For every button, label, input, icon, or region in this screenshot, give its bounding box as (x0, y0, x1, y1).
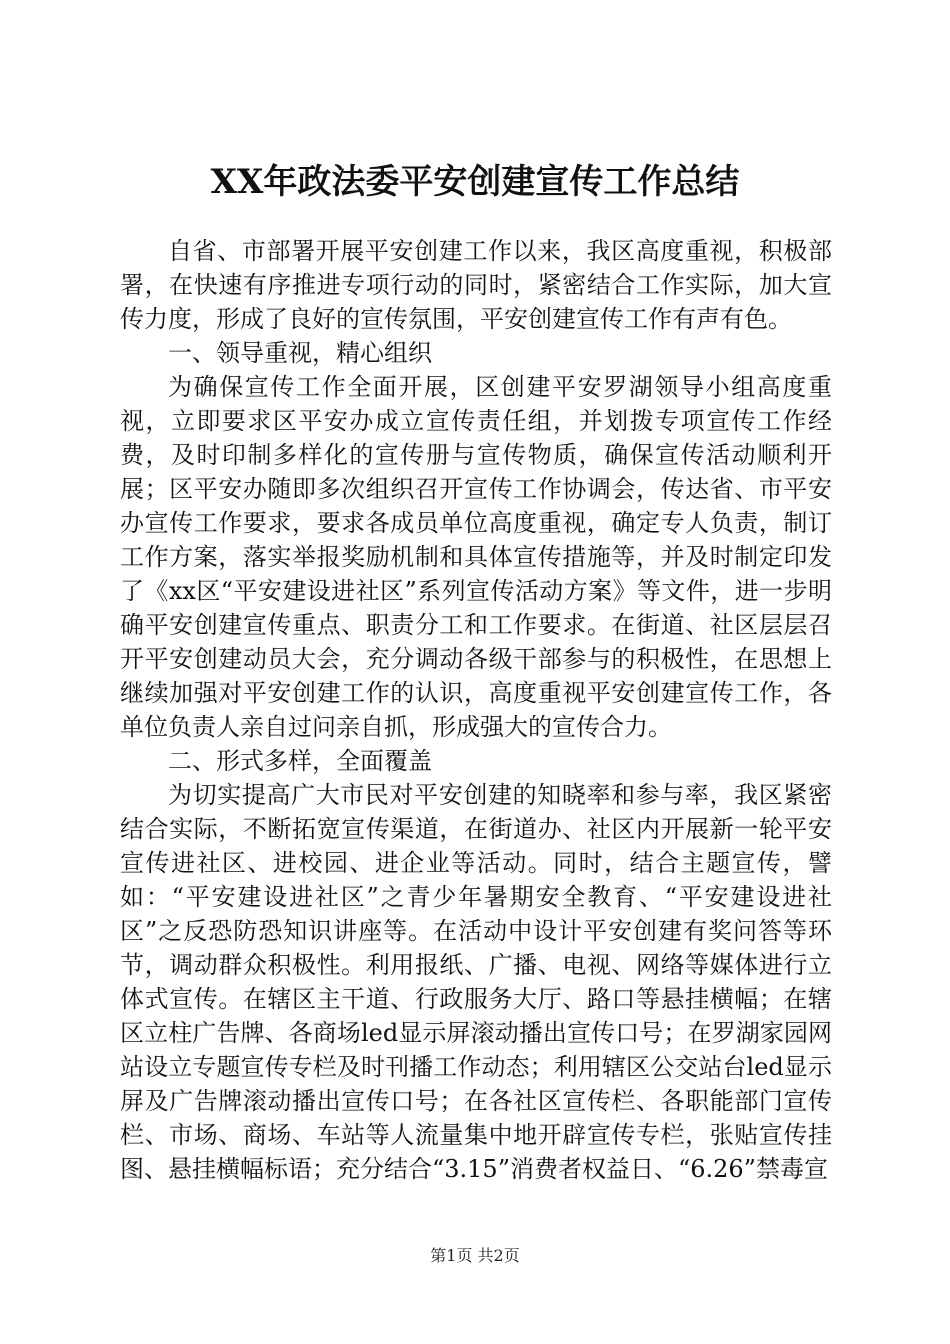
section-1-paragraph: 为确保宣传工作全面开展，区创建平安罗湖领导小组高度重视，立即要求区平安办成立宣传责任组，并划拨专项宣传工作经费，及时印制多样化的宣传册与宣传物质，确保宣传活动顺利开展；区平安办随即多次组织召开宣传工作协调会，传达省、市平安办宣传工作要求，要求各成员单位高度重视，确定专人负责，制订工作方案，落实举报奖励机制和具体宣传措施等，并及时制定印发了《xx区“平安建设进社区”系列宣传活动方案》等文件，进一步明确平安创建宣传重点、职责分工和工作要求。在街道、社区层层召开平安创建动员大会，充分调动各级干部参与的积极性，在思想上继续加强对平安创建工作的认识，高度重视平安创建宣传工作，各单位负责人亲自过问亲自抓，形成强大的宣传合力。 (120, 373, 832, 741)
intro-paragraph: 自省、市部署开展平安创建工作以来，我区高度重视，积极部署，在快速有序推进专项行动的同时，紧密结合工作实际，加大宣传力度，形成了良好的宣传氛围，平安创建宣传工作有声有色。 (120, 237, 832, 333)
section-heading-1: 一、领导重视，精心组织 (168, 339, 432, 367)
page-number-footer: 第1页 共2页 (430, 1246, 520, 1265)
section-2-paragraph: 为切实提高广大市民对平安创建的知晓率和参与率，我区紧密结合实际，不断拓宽宣传渠道，在街道办、社区内开展新一轮平安宣传进社区、进校园、进企业等活动。同时，结合主题宣传，譬如：“平安建设进社区”之青少年暑期安全教育、“平安建设进社区”之反恐防恐知识讲座等。在活动中设计平安创建有奖问答等环节，调动群众积极性。利用报纸、广播、电视、网络等媒体进行立体式宣传。在辖区主干道、行政服务大厅、路口等悬挂横幅；在辖区立柱广告牌、各商场led显示屏滚动播出宣传口号；在罗湖家园网站设立专题宣传专栏及时刊播工作动态；利用辖区公交站台led显示屏及广告牌滚动播出宣传口号；在各社区宣传栏、各职能部门宣传栏、市场、商场、车站等人流量集中地开辟宣传专栏，张贴宣传挂图、悬挂横幅标语；充分结合“3.15”消费者权益日、“6.26”禁毒宣 (120, 781, 832, 1183)
document-body (120, 234, 832, 1186)
document-title: XX年政法委平安创建宣传工作总结 (210, 162, 740, 202)
section-heading-2: 二、形式多样，全面覆盖 (168, 747, 432, 775)
